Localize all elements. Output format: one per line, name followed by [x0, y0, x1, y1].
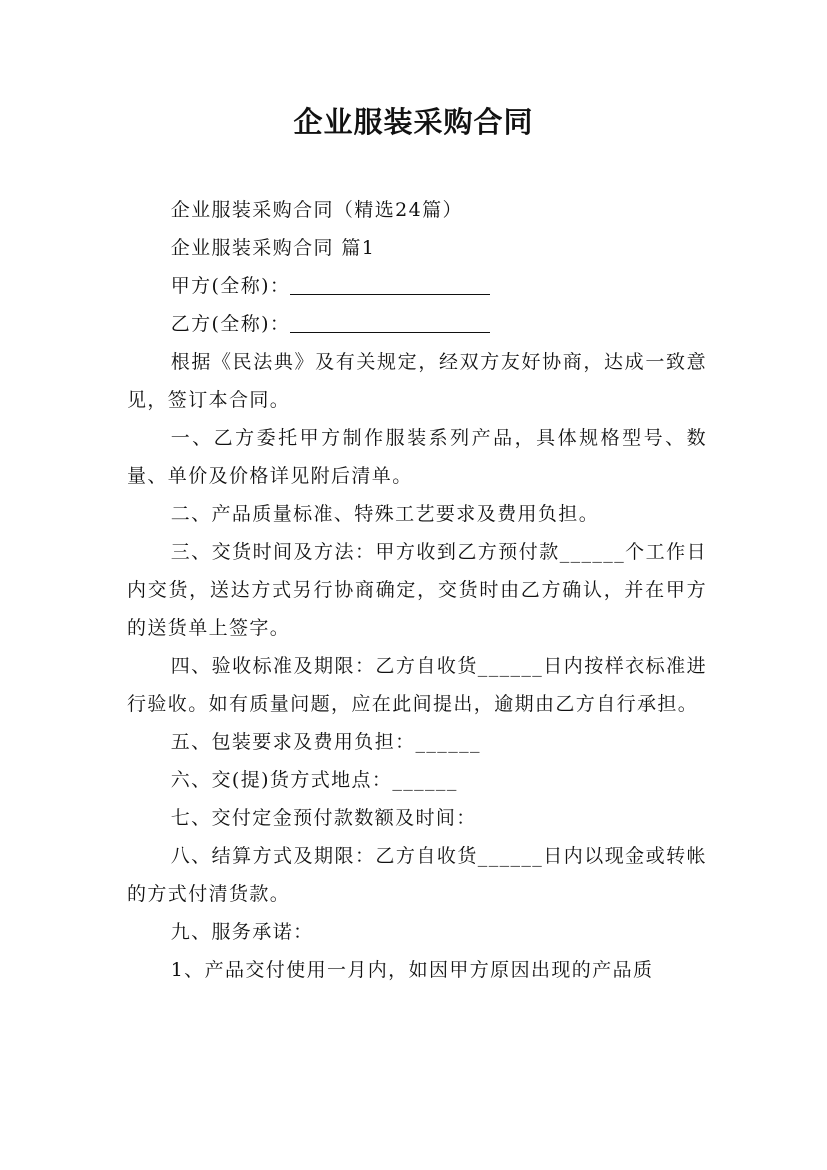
- document-title: 企业服装采购合同: [293, 105, 534, 139]
- party-a-label: 甲方(全称)：: [170, 275, 291, 297]
- document-body: [127, 191, 707, 989]
- party-b-label: 乙方(全称)：: [170, 313, 291, 335]
- clause-9: 九、服务承诺：: [170, 921, 314, 943]
- clause-6: 六、交(提)货方式地点：______: [170, 769, 458, 791]
- party-b-blank: [290, 331, 490, 333]
- clause-5: 五、包装要求及费用负担：______: [170, 731, 481, 753]
- party-a-blank: [290, 293, 490, 295]
- section-heading: 企业服装采购合同 篇1: [170, 237, 376, 259]
- clause-2: 二、产品质量标准、特殊工艺要求及费用负担。: [170, 503, 600, 525]
- clause-9-item-1: 1、产品交付使用一月内，如因甲方原因出现的产品质: [170, 959, 654, 981]
- clause-4: 四、验收标准及期限：乙方自收货______日内按样衣标准进行验收。如有质量问题，应在此间提出，逾期由乙方自行承担。: [127, 655, 707, 715]
- party-a-line: [127, 267, 707, 305]
- preamble-paragraph: 根据《民法典》及有关规定，经双方友好协商，达成一致意见，签订本合同。: [127, 351, 707, 411]
- clause-7: 七、交付定金预付款数额及时间：: [170, 807, 477, 829]
- clause-3: 三、交货时间及方法：甲方收到乙方预付款______个工作日内交货，送达方式另行协商确定，交货时由乙方确认，并在甲方的送货单上签字。: [127, 541, 707, 639]
- clause-8: 八、结算方式及期限：乙方自收货______日内以现金或转帐的方式付清货款。: [127, 845, 707, 905]
- clause-1: 一、乙方委托甲方制作服装系列产品，具体规格型号、数量、单价及价格详见附后清单。: [127, 427, 707, 487]
- party-b-line: [127, 305, 707, 343]
- subtitle-line: 企业服装采购合同（精选24篇）: [170, 199, 463, 221]
